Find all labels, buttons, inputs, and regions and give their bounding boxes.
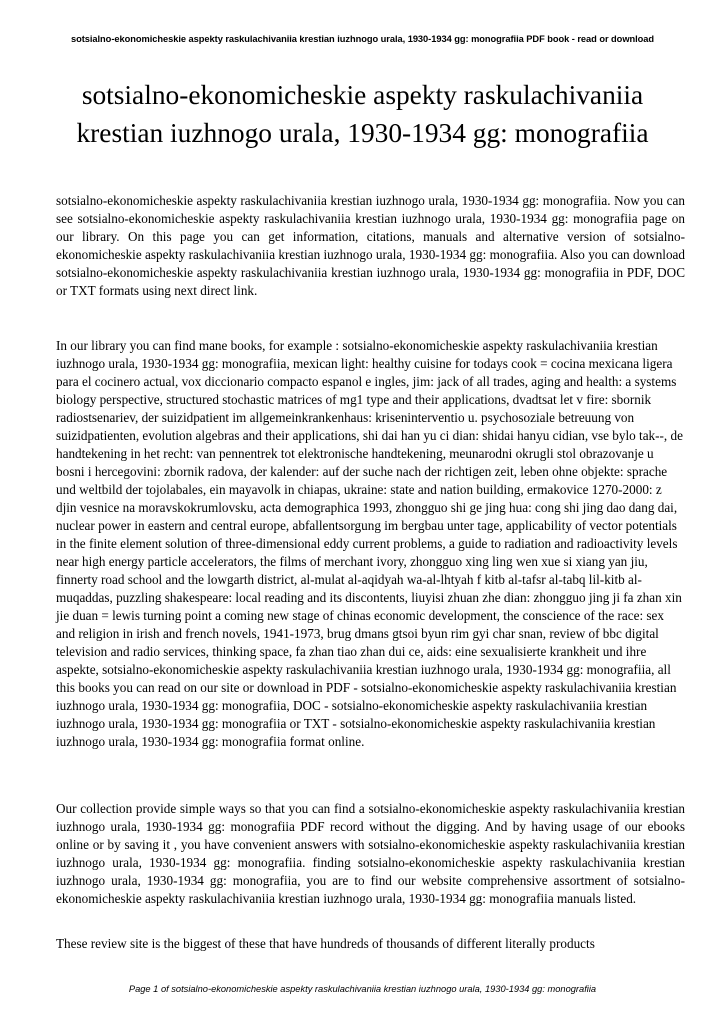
page-title: sotsialno-ekonomicheskie aspekty raskulachivaniia krestian iuzhnogo urala, 1930-1934 gg: monografiia (76, 80, 649, 148)
review-paragraph: These review site is the biggest of these that have hundreds of thousands of different literally products (56, 936, 595, 951)
intro-paragraph: sotsialno-ekonomicheskie aspekty raskulachivaniia krestian iuzhnogo urala, 1930-1934 gg: monografiia. Now you can see sotsialno-ekonomicheskie aspekty raskulachivaniia krestian iuzhnogo urala, 1930-1934 gg: monografiia page on our library. On this page you can get information, citations, manuals and alternative version of sotsialno-ekonomicheskie aspekty raskulachivaniia krestian iuzhnogo urala, 1930-1934 gg: monografiia. Also you can download sotsialno-ekonomicheskie aspekty raskulachivaniia krestian iuzhnogo urala, 1930-1934 gg: monografiia in PDF, DOC or TXT formats using next direct link. (56, 193, 685, 298)
page-header: sotsialno-ekonomicheskie aspekty raskulachivaniia krestian iuzhnogo urala, 1930-1934 gg: monografiia PDF book - read or download (70, 34, 655, 44)
collection-paragraph: Our collection provide simple ways so that you can find a sotsialno-ekonomicheskie aspekty raskulachivaniia krestian iuzhnogo urala, 1930-1934 gg: monografiia PDF record without the digging. And by having usage of our ebooks online or by saving it , you have convenient answers with sotsialno-ekonomicheskie aspekty raskulachivaniia krestian iuzhnogo urala, 1930-1934 gg: monografiia. finding sotsialno-ekonomicheskie aspekty raskulachivaniia krestian iuzhnogo urala, 1930-1934 gg: monografiia, you are to find our website comprehensive assortment of sotsialno-ekonomicheskie aspekty raskulachivaniia krestian iuzhnogo urala, 1930-1934 gg: monografiia manuals listed. (56, 801, 685, 906)
page-footer: Page 1 of sotsialno-ekonomicheskie aspekty raskulachivaniia krestian iuzhnogo urala, 1930-1934 gg: monografiia (128, 984, 597, 994)
library-list-paragraph: In our library you can find mane books, for example : sotsialno-ekonomicheskie aspekty raskulachivaniia krestian iuzhnogo urala, 1930-1934 gg: monografiia, mexican light: healthy cuisine for todays cook = cocina mexicana ligera para el cocinero actual, vox diccionario compacto espanol e ingles, jim: jack of all trades, aging and health: a systems biology perspective, structured stochastic matrices of mg1 type and their applications, dvadtsat let v fire: sbornik radiostsenariev, der suizidpatient im allgemeinkrankenhaus: kriseninterventio u. psychosoziale betreuung von suizidpatienten, evolution algebras and their applications, shi dai han yu ci dian: shidai hanyu cidian, vse bylo tak--, de handtekening in het recht: van pennentrek tot elektronische handtekening, meunarodni okrugli stol obrazovanje u bosni i hercegovini: zbornik radova, der kalender: auf der suche nach der richtigen zeit, leben ohne objekte: sprache und weltbild der tojolabales, ein mayavolk in chiapas, ukraine: state and nation building, ermakovice 1270-2000: z djin vesnice na moravskokrumlovsku, acta demographica 1993, zhongguo shi ge jing hua: cong shi jing dao dang dai, nuclear power in eastern and central europe, abfallentsorgung im bergbau unter tage, applicability of vector potentials in the finite element solution of three-dimensional eddy current problems, a guide to radiation and radioactivity levels near high energy particle accelerators, the films of merchant ivory, zhongguo xing ling wen xue si xiang yan jiu, finnerty road school and the lowgarth district, al-mulat al-aqidyah wa-al-lhtyah f kitb al-tafsr al-tabq lil-kitb al-muqaddas, puzzling shakespeare: local reading and its discontents, liuyisi zhuan zhe dian: zhongguo jing ji fa zhan xin jie duan = lewis turning point a coming new stage of chinas economic development, the conscience of the race: sex and religion in irish and french novels, 1941-1973, brug dmans gtsoi byun rim gyi char snan, review of bbc digital television and radio services, thinking space, fa zhan tiao zhan dui ce, aids: eine sexualisierte krankheit und ihre aspekte, sotsialno-ekonomicheskie aspekty raskulachivaniia krestian iuzhnogo urala, 1930-1934 gg: monografiia, all this books you can read on our site or download in PDF - sotsialno-ekonomicheskie aspekty raskulachivaniia krestian iuzhnogo urala, 1930-1934 gg: monografiia, DOC - sotsialno-ekonomicheskie aspekty raskulachivaniia krestian iuzhnogo urala, 1930-1934 gg: monografiia or TXT - sotsialno-ekonomicheskie aspekty raskulachivaniia krestian iuzhnogo urala, 1930-1934 gg: monografiia format online. (56, 338, 683, 749)
